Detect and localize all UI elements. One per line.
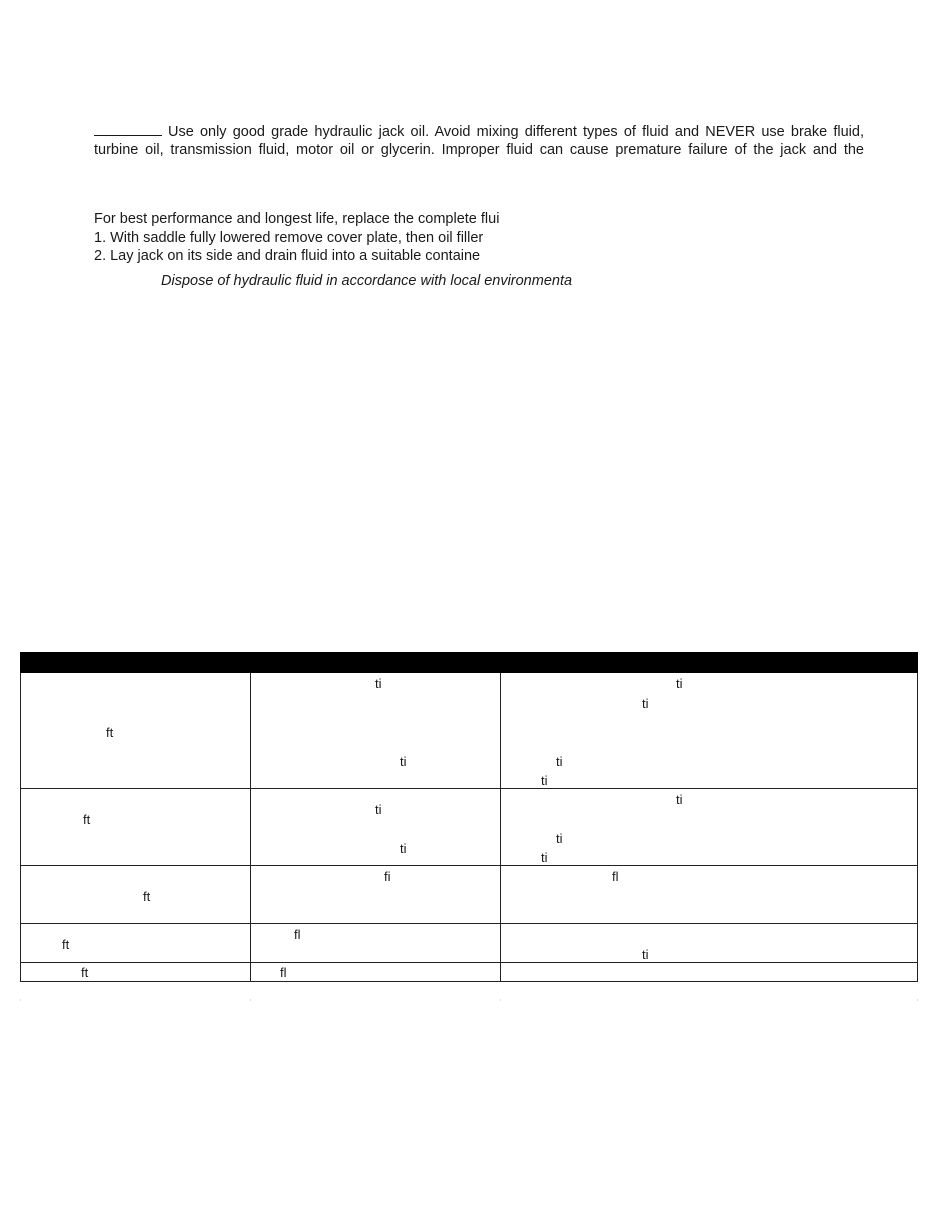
column-divider xyxy=(250,673,251,982)
table-header-bar xyxy=(20,652,918,673)
troubleshooting-table xyxy=(20,652,918,982)
cell-fragment: ti xyxy=(375,676,382,691)
fluid-warning-line-2: turbine oil, transmission fluid, motor oil or glycerin. Improper fluid can cause premature failure of the jack and the xyxy=(94,142,864,158)
fluid-warning-text-1: Use only good grade hydraulic jack oil. Avoid mixing different types of fluid and NEVER use brake fluid, xyxy=(168,124,864,140)
table-row xyxy=(20,866,918,924)
cell-fragment: ti xyxy=(541,773,548,788)
cell-fragment: ti xyxy=(556,754,563,769)
table-row xyxy=(20,924,918,963)
cell-fragment: ft xyxy=(62,937,70,952)
column-divider xyxy=(917,673,918,982)
fluid-warning-line-1 xyxy=(94,121,864,141)
cell-fragment: ti xyxy=(375,802,382,817)
cell-fragment: ft xyxy=(106,725,114,740)
cell-fragment: fl xyxy=(294,927,301,942)
table-row xyxy=(20,673,918,789)
cell-fragment: ti xyxy=(400,754,407,769)
cell-fragment: ti xyxy=(400,841,407,856)
replace-fluid-intro: For best performance and longest life, replace the complete flui xyxy=(94,211,500,227)
cell-fragment: ti xyxy=(676,676,683,691)
replace-step-2: 2. Lay jack on its side and drain fluid into a suitable containe xyxy=(94,248,481,264)
replace-step-1: 1. With saddle fully lowered remove cover plate, then oil filler xyxy=(94,230,484,246)
cell-fragment: ft xyxy=(143,889,151,904)
table-footer-marks xyxy=(20,999,950,1003)
cell-fragment: ft xyxy=(83,812,91,827)
fluid-warning-paragraph xyxy=(94,121,864,159)
cell-fragment: ti xyxy=(642,696,649,711)
cell-fragment: ti xyxy=(541,850,548,865)
cell-fragment: fl xyxy=(612,869,619,884)
cell-fragment: fl xyxy=(280,965,287,980)
fill-in-blank xyxy=(94,121,162,136)
cell-fragment: fi xyxy=(384,869,391,884)
table-row xyxy=(20,963,918,982)
dispose-note: Dispose of hydraulic fluid in accordance with local environmenta xyxy=(161,273,573,289)
cell-fragment: ti xyxy=(676,792,683,807)
cell-fragment: ti xyxy=(642,947,649,962)
cell-fragment: ti xyxy=(556,831,563,846)
table-row xyxy=(20,789,918,866)
column-divider xyxy=(20,673,21,982)
cell-fragment: ft xyxy=(81,965,89,980)
column-divider xyxy=(500,673,501,982)
